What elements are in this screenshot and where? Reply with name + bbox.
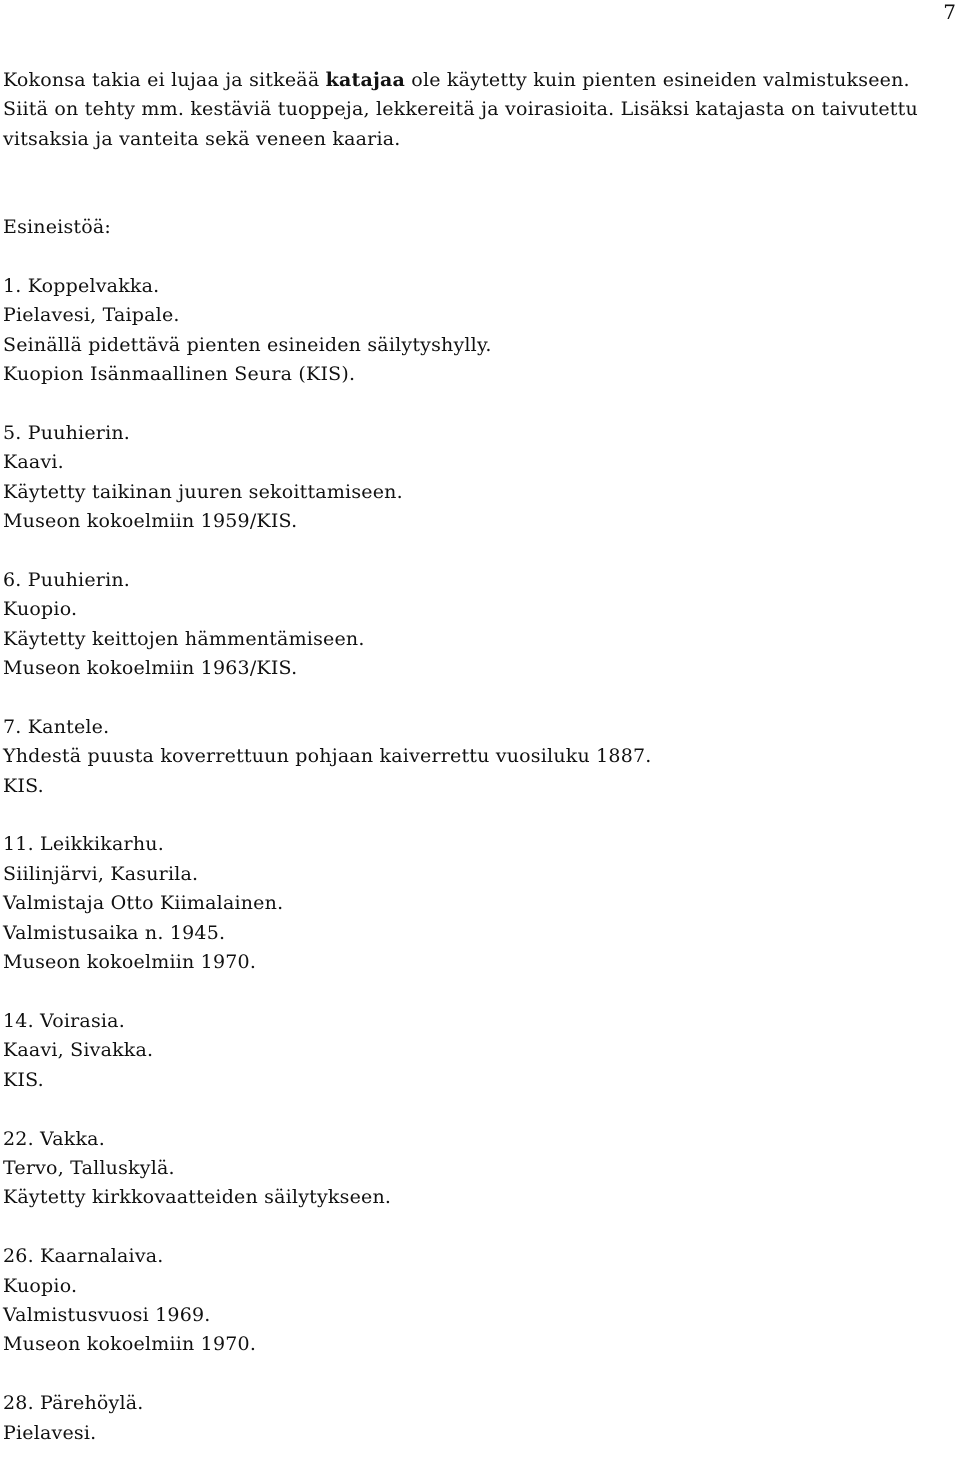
entry-line: Seinällä pidettävä pienten esineiden säilytyshylly. — [3, 333, 492, 356]
entry-title: 7. Kantele. — [3, 715, 110, 738]
intro-paragraph — [3, 66, 953, 154]
list-item — [3, 1242, 953, 1360]
entry-line: Museon kokoelmiin 1970. — [3, 951, 257, 974]
entry-line: Kaavi, Sivakka. — [3, 1039, 154, 1062]
entry-title: 14. Voirasia. — [3, 1009, 125, 1032]
entry-line: Kuopio. — [3, 598, 78, 621]
entry-line: Valmistusvuosi 1969. — [3, 1303, 211, 1326]
entry-title: 1. Koppelvakka. — [3, 274, 160, 297]
list-item — [3, 1389, 953, 1448]
list-item — [3, 272, 953, 390]
entry-line: Tervo, Talluskylä. — [3, 1156, 175, 1179]
list-item — [3, 1007, 953, 1095]
entry-line: KIS. — [3, 774, 44, 797]
page-number: 7 — [943, 0, 956, 24]
intro-bold-word: katajaa — [325, 69, 406, 91]
entry-line: Käytetty taikinan juuren sekoittamiseen. — [3, 480, 403, 503]
entry-line: Käytetty keittojen hämmentämiseen. — [3, 627, 365, 650]
list-item — [3, 566, 953, 684]
entry-line: Kaavi. — [3, 451, 64, 474]
entry-line: KIS. — [3, 1068, 44, 1091]
list-item — [3, 830, 953, 977]
entry-title: 22. Vakka. — [3, 1127, 105, 1150]
intro-text-start: Kokonsa takia ei lujaa ja sitkeää — [3, 69, 326, 91]
entry-title: 5. Puuhierin. — [3, 421, 131, 444]
document-body — [3, 66, 953, 1477]
entry-title: 28. Pärehöylä. — [3, 1392, 144, 1415]
entry-line: Siilinjärvi, Kasurila. — [3, 862, 199, 885]
list-item — [3, 419, 953, 537]
intro-text-end: ole käytetty kuin pienten esineiden valmistukseen. Siitä on tehty mm. kestäviä tuoppeja, lekkereitä ja voirasioita. Lisäksi katajasta on taivutettu vitsaksia ja vanteita sekä veneen kaaria. — [3, 69, 918, 150]
section-heading: Esineistöä: — [3, 216, 112, 239]
entry-list — [3, 272, 953, 1448]
entry-line: Museon kokoelmiin 1959/KIS. — [3, 510, 298, 533]
entry-line: Valmistusaika n. 1945. — [3, 921, 226, 944]
entry-line: Valmistaja Otto Kiimalainen. — [3, 892, 284, 915]
entry-line: Museon kokoelmiin 1970. — [3, 1333, 257, 1356]
entry-title: 6. Puuhierin. — [3, 568, 131, 591]
entry-line: Kuopion Isänmaallinen Seura (KIS). — [3, 363, 356, 386]
entry-line: Museon kokoelmiin 1963/KIS. — [3, 657, 298, 680]
list-item — [3, 1125, 953, 1213]
intro-text — [3, 66, 953, 154]
entry-line: Kuopio. — [3, 1274, 78, 1297]
entry-title: 26. Kaarnalaiva. — [3, 1245, 164, 1268]
list-item — [3, 713, 953, 801]
entry-line: Käytetty kirkkovaatteiden säilytykseen. — [3, 1186, 392, 1209]
entry-line: Yhdestä puusta koverrettuun pohjaan kaiverrettu vuosiluku 1887. — [3, 745, 652, 768]
entry-line: Pielavesi, Taipale. — [3, 304, 180, 327]
entry-title: 11. Leikkikarhu. — [3, 833, 164, 856]
entry-line: Pielavesi. — [3, 1421, 97, 1444]
